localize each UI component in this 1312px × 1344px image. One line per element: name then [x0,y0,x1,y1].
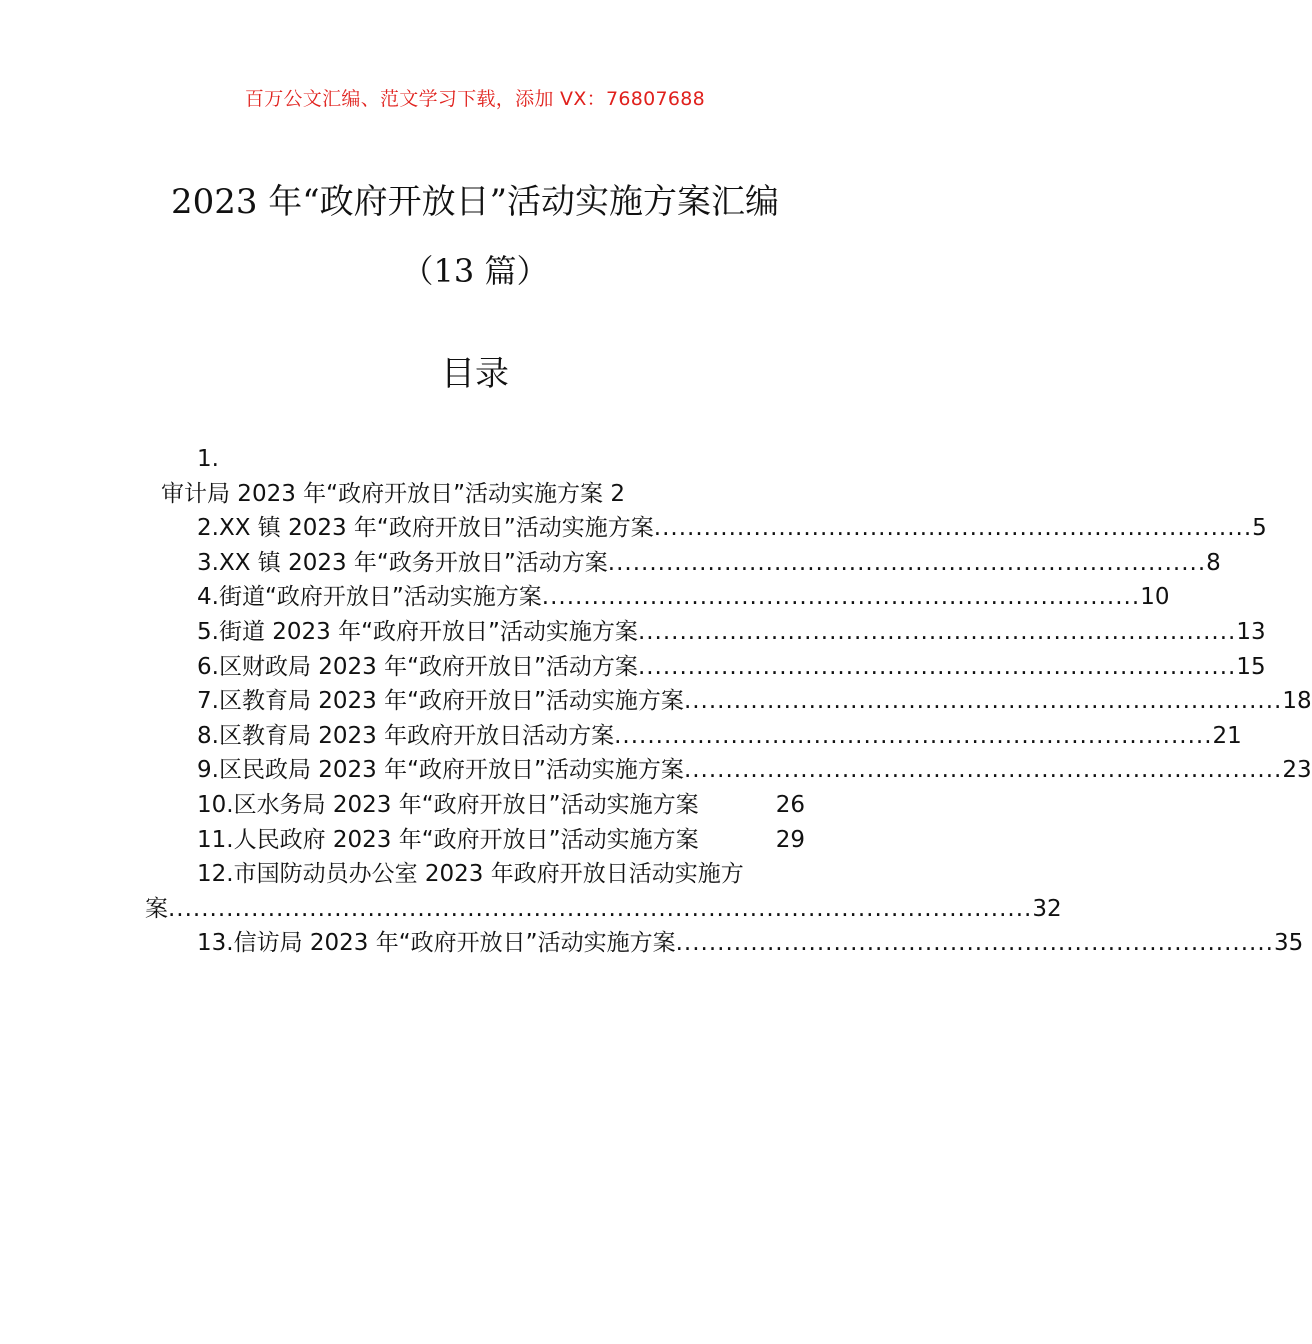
toc-leader-dots: ........................................................................ [607,549,1207,576]
toc-entry-1-number-line[interactable] [145,442,805,477]
toc-entry-9[interactable] [145,753,1312,788]
toc-leader-dots: ........................................................................ [614,722,1213,749]
toc-entry-label: 8.区教育局 2023 年政府开放日活动方案 [197,722,615,749]
document-subtitle: （13 篇） [401,252,549,290]
toc-entry-page: 5 [1252,515,1267,542]
toc-entry-page: 8 [1206,549,1221,576]
toc-entry-13[interactable] [145,926,1304,961]
toc-entry-label: 7.区教育局 2023 年“政府开放日”活动实施方案 [197,688,684,715]
toc-leader-dots: ........................................................................ [541,584,1141,611]
toc-leader-dots [699,823,776,858]
toc-entry-label: 9.区民政局 2023 年“政府开放日”活动实施方案 [197,757,684,784]
toc-leader-dots: ........................................................................................................ [168,895,1033,922]
toc-entry-label: 4.街道“政府开放日”活动实施方案 [197,584,542,611]
toc-entry-label: 2.XX 镇 2023 年“政府开放日”活动实施方案 [197,515,654,542]
toc-heading: 目录 [441,354,509,394]
watermark-banner: 百万公文汇编、范文学习下载，添加 VX：76807688 [244,88,706,110]
toc-entry-page: 32 [1032,895,1062,922]
toc-entry-page: 13 [1236,618,1266,645]
toc-entry-6[interactable] [145,650,1266,685]
toc-entry-1[interactable] [145,477,805,512]
toc-leader-dots: ........................................................................ [683,688,1283,715]
toc-entry-page: 35 [1273,930,1304,957]
toc-leader-dots [699,788,776,823]
document-title: 2023 年“政府开放日”活动实施方案汇编 [170,182,780,222]
toc-entry-7[interactable] [145,684,1312,719]
toc-entry-3[interactable] [145,546,1221,581]
toc-entry-4[interactable] [145,580,1170,615]
toc-entry-label: 10.区水务局 2023 年“政府开放日”活动实施方案 [197,791,699,818]
toc-leader-dots: ........................................................................ [637,653,1237,680]
toc-entry-page: 26 [775,791,805,818]
toc-entry-page: 21 [1212,722,1242,749]
toc-entry-page: 2 [610,480,625,507]
toc-entry-2[interactable] [145,511,1267,546]
toc-entry-page: 10 [1140,584,1170,611]
toc-entry-page: 23 [1282,757,1312,784]
toc-entry-10[interactable] [145,788,805,823]
toc-entry-page: 15 [1236,653,1266,680]
toc-leader-dots: ........................................................................ [683,757,1283,784]
toc-entry-page: 29 [775,826,805,853]
toc-entry-number: 1. [197,446,219,472]
toc-entry-12[interactable] [145,857,805,892]
table-of-contents [145,442,1312,961]
toc-leader-dots: ........................................................................ [637,618,1237,645]
toc-leader-dots: ........................................................................ [675,930,1274,957]
toc-entry-11[interactable] [145,823,805,858]
toc-entry-page: 18 [1282,688,1312,715]
toc-entry-5[interactable] [145,615,1266,650]
toc-entry-label: 13.信访局 2023 年“政府开放日”活动实施方案 [197,930,676,957]
toc-entry-label: 审计局 2023 年“政府开放日”活动实施方案 [161,480,603,507]
toc-entry-label: 6.区财政局 2023 年“政府开放日”活动方案 [197,653,638,680]
toc-entry-label: 5.街道 2023 年“政府开放日”活动实施方案 [197,618,638,645]
toc-leader-dots: ........................................................................ [653,515,1253,542]
toc-entry-label: 12.市国防动员办公室 2023 年政府开放日活动实施方 [197,861,744,888]
toc-entry-label: 3.XX 镇 2023 年“政务开放日”活动方案 [197,549,608,576]
toc-entry-label: 11.人民政府 2023 年“政府开放日”活动实施方案 [197,826,699,853]
toc-entry-12-continuation[interactable] [145,892,1062,927]
toc-entry-label-continuation: 案 [145,895,168,922]
toc-entry-8[interactable] [145,719,1242,754]
